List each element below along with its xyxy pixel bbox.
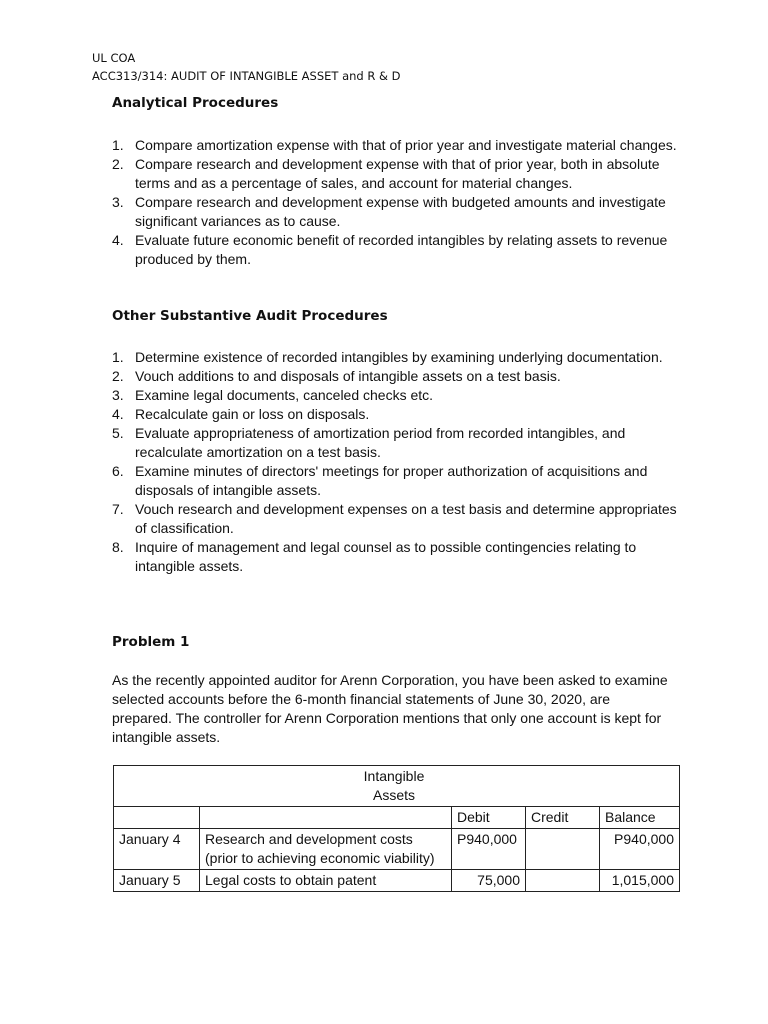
column-header (200, 807, 452, 829)
list-item: 2. Vouch additions to and disposals of intangible assets on a test basis. (112, 368, 561, 384)
column-header-credit: Credit (526, 807, 600, 829)
problem-heading: Problem 1 (112, 634, 190, 650)
substantive-procedures-list (112, 348, 692, 576)
analytical-procedures-heading: Analytical Procedures (112, 95, 279, 111)
list-item: 2. Compare research and development expense with that of prior year, both in absolute terms and as a percentage of sales, and account for material changes. (112, 156, 660, 191)
document-header (92, 49, 401, 85)
list-item: 1. Compare amortization expense with that of prior year and investigate material changes. (112, 137, 677, 153)
column-header-debit: Debit (452, 807, 526, 829)
list-item: 3. Examine legal documents, canceled checks etc. (112, 387, 434, 403)
ledger-header-row (114, 807, 680, 829)
list-item: 6. Examine minutes of directors' meetings for proper authorization of acquisitions and disposals of intangible assets. (112, 463, 648, 498)
problem-text: As the recently appointed auditor for Arenn Corporation, you have been asked to examine selected accounts before the 6-month financial statements of June 30, 2020, are prepared. The controller for Arenn Corporation mentions that only one account is kept for intangible assets. (112, 672, 668, 745)
table-row (114, 870, 680, 892)
row-debit: 75,000 (452, 870, 526, 892)
list-item: 1. Determine existence of recorded intangibles by examining underlying documentation. (112, 349, 663, 365)
course-title: ACC313/314: AUDIT OF INTANGIBLE ASSET and R & D (92, 69, 401, 83)
row-debit: P940,000 (452, 829, 526, 870)
row-date: January 4 (114, 829, 200, 870)
row-credit (526, 829, 600, 870)
row-date: January 5 (114, 870, 200, 892)
row-description: Legal costs to obtain patent (200, 870, 452, 892)
substantive-procedures-heading: Other Substantive Audit Procedures (112, 308, 388, 324)
row-description: Research and development costs (prior to achieving economic viability) (200, 829, 452, 870)
row-balance: 1,015,000 (600, 870, 680, 892)
row-credit (526, 870, 600, 892)
list-item: 3. Compare research and development expense with budgeted amounts and investigate significant variances as to cause. (112, 194, 666, 229)
row-balance: P940,000 (600, 829, 680, 870)
list-item: 4. Recalculate gain or loss on disposals. (112, 406, 370, 422)
list-item: 8. Inquire of management and legal counsel as to possible contingencies relating to intangible assets. (112, 539, 637, 574)
ledger-title: Intangible Assets (114, 766, 680, 807)
analytical-procedures-list (112, 136, 692, 269)
column-header (114, 807, 200, 829)
list-item: 4. Evaluate future economic benefit of recorded intangibles by relating assets to revenue produced by them. (112, 232, 668, 267)
list-item: 7. Vouch research and development expenses on a test basis and determine appropriates of classification. (112, 501, 677, 536)
table-row (114, 829, 680, 870)
column-header-balance: Balance (600, 807, 680, 829)
ledger-title-row (114, 766, 680, 807)
intangible-assets-ledger (113, 765, 680, 892)
course-label: UL COA (92, 51, 136, 65)
list-item: 5. Evaluate appropriateness of amortization period from recorded intangibles, and recalculate amortization on a test basis. (112, 425, 626, 460)
